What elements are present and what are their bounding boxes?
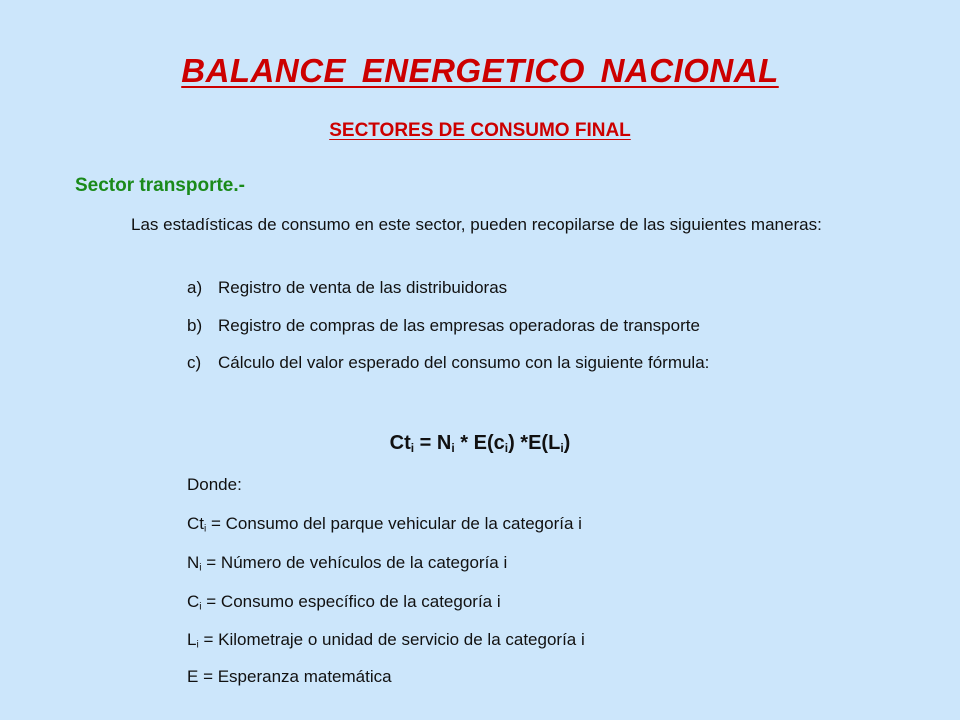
slide-subtitle: SECTORES DE CONSUMO FINAL — [329, 120, 631, 141]
definition-subscript: i — [199, 601, 202, 613]
slide-title: BALANCE ENERGETICO NACIONAL — [181, 52, 779, 89]
donde-label: Donde: — [187, 475, 242, 494]
formula-subscript: i — [410, 441, 415, 455]
definition-subscript: i — [204, 523, 207, 535]
definition-e — [187, 666, 392, 688]
list-item-b — [187, 315, 700, 337]
formula-ct: Ct — [389, 432, 411, 454]
list-item-text: Registro de venta de las distribuidoras — [218, 278, 508, 297]
list-item-a — [187, 277, 507, 299]
definition-text: = Esperanza matemática — [198, 667, 392, 686]
formula-subscript: i — [504, 441, 509, 455]
consumption-formula — [0, 432, 960, 455]
formula-times-e-c: * E(c — [454, 432, 505, 454]
formula-subscript: i — [560, 441, 564, 455]
definition-text: = Consumo específico de la categoría i — [201, 592, 501, 611]
definition-subscript: i — [199, 562, 202, 574]
formula-eq-n: = N — [414, 432, 452, 454]
definition-symbol: L — [187, 630, 197, 649]
definition-symbol: E — [187, 667, 199, 686]
definition-text: = Número de vehículos de la categoría i — [201, 553, 508, 572]
formula-subscript: i — [451, 441, 455, 455]
definition-text: = Consumo del parque vehicular de la categoría i — [206, 514, 582, 533]
definition-text: = Kilometraje o unidad de servicio de la categoría i — [198, 630, 585, 649]
list-marker: c) — [187, 353, 202, 372]
section-heading: Sector transporte.- — [75, 175, 245, 196]
definition-c — [187, 591, 501, 613]
definition-symbol: C — [187, 592, 200, 611]
definition-l — [187, 629, 585, 651]
formula-times-e-l: ) *E(L — [508, 432, 561, 454]
definition-symbol: N — [187, 553, 200, 572]
list-marker: b) — [187, 316, 203, 335]
list-item-text: Registro de compras de las empresas operadoras de transporte — [218, 316, 700, 335]
definition-n — [187, 552, 507, 574]
definition-subscript: i — [196, 639, 199, 651]
formula-close: ) — [563, 432, 571, 454]
list-item-c — [187, 352, 709, 374]
intro-paragraph: Las estadísticas de consumo en este sector, pueden recopilarse de las siguientes maneras: — [131, 215, 822, 234]
definition-ct — [187, 513, 582, 535]
list-item-text: Cálculo del valor esperado del consumo con la siguiente fórmula: — [218, 353, 710, 372]
list-marker: a) — [187, 278, 203, 297]
definition-symbol: Ct — [187, 514, 204, 533]
